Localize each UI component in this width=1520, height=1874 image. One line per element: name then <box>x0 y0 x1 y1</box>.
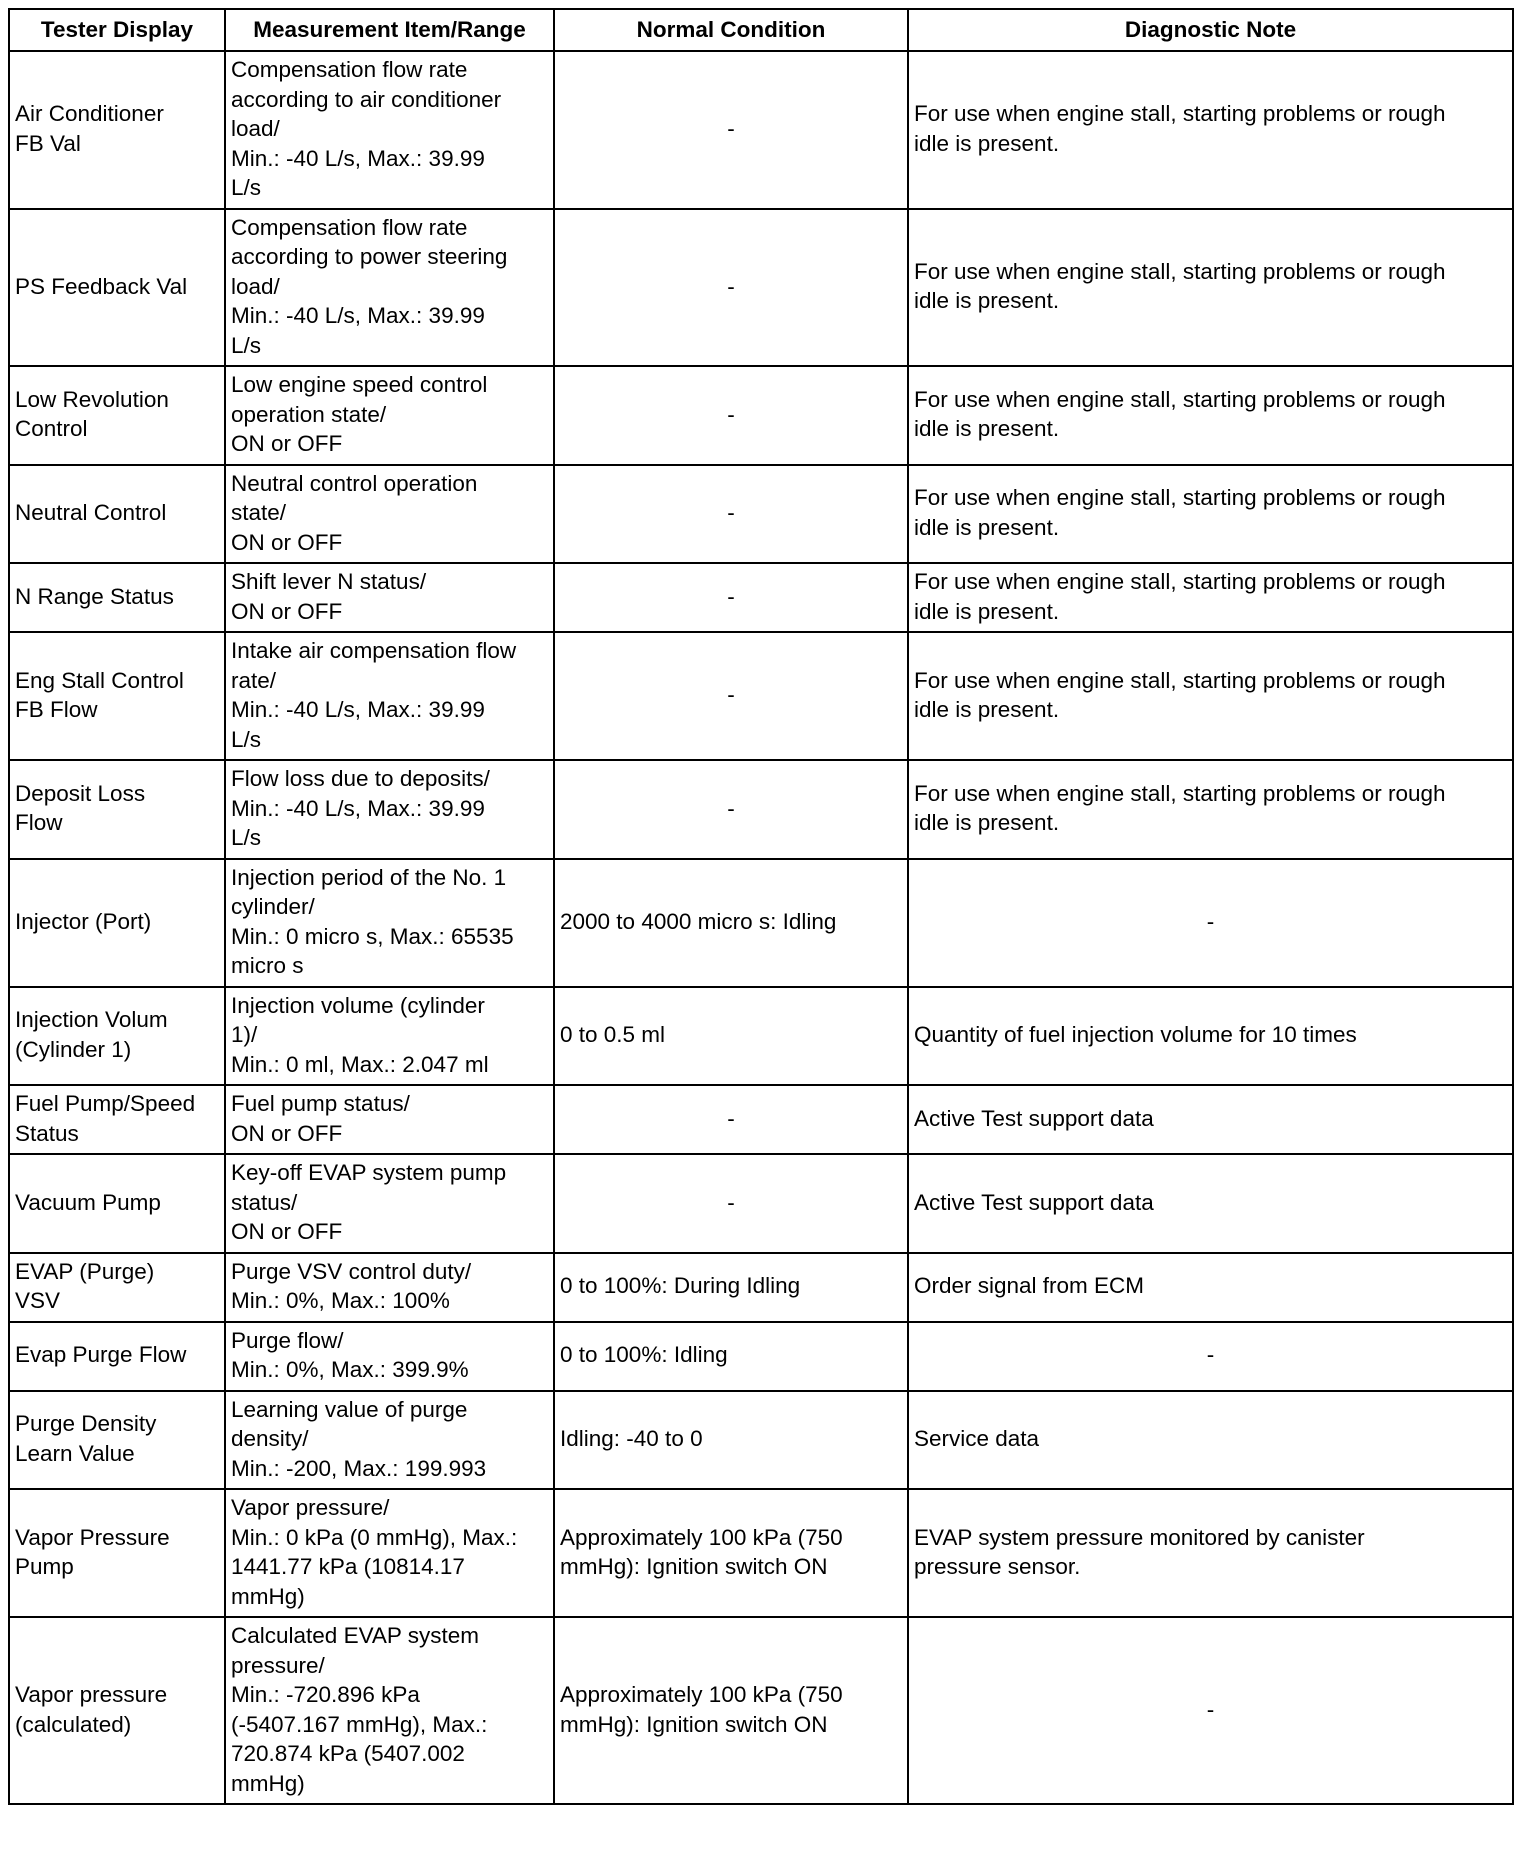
header-normal-condition: Normal Condition <box>554 9 908 51</box>
header-diagnostic-note: Diagnostic Note <box>908 9 1513 51</box>
cell-measurement: Purge flow/ Min.: 0%, Max.: 399.9% <box>225 1322 554 1391</box>
cell-normal-condition: Idling: -40 to 0 <box>554 1391 908 1490</box>
cell-normal-condition: - <box>554 1085 908 1154</box>
cell-tester-display: Eng Stall Control FB Flow <box>9 632 225 760</box>
cell-diagnostic-note: - <box>908 1617 1513 1804</box>
table-row <box>9 1154 1513 1253</box>
cell-diagnostic-note: For use when engine stall, starting problems or rough idle is present. <box>908 366 1513 465</box>
cell-tester-display: N Range Status <box>9 563 225 632</box>
cell-normal-condition: - <box>554 465 908 564</box>
cell-tester-display: Deposit Loss Flow <box>9 760 225 859</box>
cell-normal-condition: - <box>554 563 908 632</box>
cell-measurement: Learning value of purge density/ Min.: -200, Max.: 199.993 <box>225 1391 554 1490</box>
cell-tester-display: Fuel Pump/Speed Status <box>9 1085 225 1154</box>
table-row <box>9 1253 1513 1322</box>
cell-normal-condition: - <box>554 1154 908 1253</box>
cell-diagnostic-note: For use when engine stall, starting problems or rough idle is present. <box>908 465 1513 564</box>
cell-measurement: Intake air compensation flow rate/ Min.: -40 L/s, Max.: 39.99 L/s <box>225 632 554 760</box>
table-row <box>9 1085 1513 1154</box>
cell-tester-display: PS Feedback Val <box>9 209 225 367</box>
cell-tester-display: Neutral Control <box>9 465 225 564</box>
cell-diagnostic-note: For use when engine stall, starting problems or rough idle is present. <box>908 760 1513 859</box>
data-list-table <box>8 8 1514 1805</box>
header-tester-display: Tester Display <box>9 9 225 51</box>
cell-diagnostic-note: - <box>908 1322 1513 1391</box>
table-row <box>9 1489 1513 1617</box>
cell-measurement: Injection volume (cylinder 1)/ Min.: 0 ml, Max.: 2.047 ml <box>225 987 554 1086</box>
cell-measurement: Fuel pump status/ ON or OFF <box>225 1085 554 1154</box>
cell-normal-condition: - <box>554 632 908 760</box>
cell-tester-display: Air Conditioner FB Val <box>9 51 225 209</box>
cell-tester-display: Vapor Pressure Pump <box>9 1489 225 1617</box>
cell-normal-condition: - <box>554 366 908 465</box>
cell-diagnostic-note: For use when engine stall, starting problems or rough idle is present. <box>908 51 1513 209</box>
cell-measurement: Low engine speed control operation state/ ON or OFF <box>225 366 554 465</box>
header-measurement-item: Measurement Item/Range <box>225 9 554 51</box>
table-row <box>9 760 1513 859</box>
cell-tester-display: Injection Volum (Cylinder 1) <box>9 987 225 1086</box>
cell-diagnostic-note: - <box>908 859 1513 987</box>
cell-measurement: Key-off EVAP system pump status/ ON or OFF <box>225 1154 554 1253</box>
cell-diagnostic-note: For use when engine stall, starting problems or rough idle is present. <box>908 632 1513 760</box>
table-body <box>9 51 1513 1804</box>
table-row <box>9 1322 1513 1391</box>
cell-normal-condition: - <box>554 209 908 367</box>
cell-normal-condition: 0 to 100%: During Idling <box>554 1253 908 1322</box>
cell-diagnostic-note: EVAP system pressure monitored by canister pressure sensor. <box>908 1489 1513 1617</box>
cell-tester-display: Low Revolution Control <box>9 366 225 465</box>
cell-tester-display: Injector (Port) <box>9 859 225 987</box>
table-row <box>9 366 1513 465</box>
cell-diagnostic-note: Active Test support data <box>908 1154 1513 1253</box>
cell-measurement: Injection period of the No. 1 cylinder/ Min.: 0 micro s, Max.: 65535 micro s <box>225 859 554 987</box>
table-row <box>9 1391 1513 1490</box>
table-row <box>9 465 1513 564</box>
cell-measurement: Vapor pressure/ Min.: 0 kPa (0 mmHg), Max.: 1441.77 kPa (10814.17 mmHg) <box>225 1489 554 1617</box>
cell-diagnostic-note: Order signal from ECM <box>908 1253 1513 1322</box>
header-row <box>9 9 1513 51</box>
cell-tester-display: EVAP (Purge) VSV <box>9 1253 225 1322</box>
table-row <box>9 51 1513 209</box>
cell-tester-display: Vacuum Pump <box>9 1154 225 1253</box>
cell-diagnostic-note: For use when engine stall, starting problems or rough idle is present. <box>908 209 1513 367</box>
cell-diagnostic-note: Active Test support data <box>908 1085 1513 1154</box>
table-row <box>9 859 1513 987</box>
cell-diagnostic-note: Quantity of fuel injection volume for 10 times <box>908 987 1513 1086</box>
table-row <box>9 632 1513 760</box>
cell-measurement: Compensation flow rate according to power steering load/ Min.: -40 L/s, Max.: 39.99 L/s <box>225 209 554 367</box>
table-row <box>9 209 1513 367</box>
cell-measurement: Purge VSV control duty/ Min.: 0%, Max.: 100% <box>225 1253 554 1322</box>
cell-normal-condition: - <box>554 760 908 859</box>
table-row <box>9 563 1513 632</box>
table-row <box>9 1617 1513 1804</box>
cell-measurement: Calculated EVAP system pressure/ Min.: -720.896 kPa (-5407.167 mmHg), Max.: 720.874 kPa (5407.002 mmHg) <box>225 1617 554 1804</box>
cell-diagnostic-note: For use when engine stall, starting problems or rough idle is present. <box>908 563 1513 632</box>
cell-normal-condition: 0 to 100%: Idling <box>554 1322 908 1391</box>
cell-normal-condition: Approximately 100 kPa (750 mmHg): Ignition switch ON <box>554 1617 908 1804</box>
cell-tester-display: Evap Purge Flow <box>9 1322 225 1391</box>
cell-normal-condition: Approximately 100 kPa (750 mmHg): Ignition switch ON <box>554 1489 908 1617</box>
cell-tester-display: Purge Density Learn Value <box>9 1391 225 1490</box>
cell-normal-condition: 2000 to 4000 micro s: Idling <box>554 859 908 987</box>
cell-normal-condition: 0 to 0.5 ml <box>554 987 908 1086</box>
cell-tester-display: Vapor pressure (calculated) <box>9 1617 225 1804</box>
cell-diagnostic-note: Service data <box>908 1391 1513 1490</box>
cell-normal-condition: - <box>554 51 908 209</box>
cell-measurement: Compensation flow rate according to air conditioner load/ Min.: -40 L/s, Max.: 39.99 L/s <box>225 51 554 209</box>
cell-measurement: Neutral control operation state/ ON or OFF <box>225 465 554 564</box>
table-row <box>9 987 1513 1086</box>
cell-measurement: Flow loss due to deposits/ Min.: -40 L/s, Max.: 39.99 L/s <box>225 760 554 859</box>
cell-measurement: Shift lever N status/ ON or OFF <box>225 563 554 632</box>
